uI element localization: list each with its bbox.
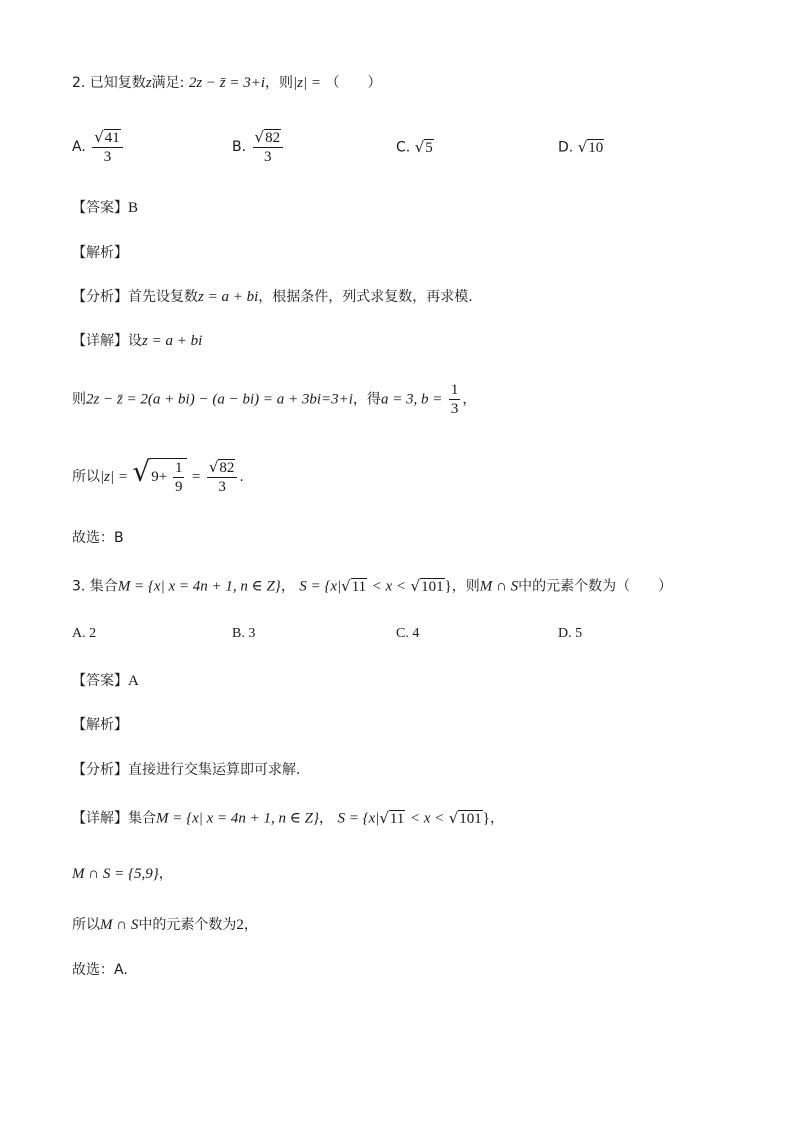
step-prefix: 则: [72, 391, 86, 408]
set-m-definition: M = {x| x = 4n + 1, n ∈ Z}: [117, 578, 281, 595]
intersection-result: M ∩ S = {5,9}: [72, 866, 159, 882]
q2-fenxi: [72, 287, 473, 307]
fenxi-label: 【分析】: [72, 289, 128, 305]
q2-stem-paren: （ ）: [325, 75, 382, 91]
q2-stem-then: ，则: [265, 75, 294, 91]
fenxi-text-end: ，根据条件，列式求复数，再求模.: [258, 289, 473, 305]
set-s-part: < x <: [409, 810, 445, 827]
radicand: 82: [219, 460, 235, 477]
q3-analysis-label: 【解析】: [72, 717, 128, 733]
count-prefix: 所以: [72, 917, 100, 933]
sqrt: √10: [577, 138, 604, 156]
q3-option-c: C. 4: [396, 626, 420, 641]
fenxi-text: 首先设复数: [128, 289, 198, 305]
q2-step2: [72, 454, 244, 496]
step2-abs: |z| =: [100, 469, 128, 486]
fraction: $\frac{√82}{3}$: [253, 128, 284, 166]
denominator: 3: [450, 401, 459, 417]
sqrt: √11: [341, 577, 367, 595]
q2-step1: [72, 381, 476, 418]
radicand-part: 9+: [151, 468, 168, 485]
line-end: ，: [158, 866, 173, 882]
sqrt: √101: [448, 809, 482, 827]
fraction: [449, 381, 461, 418]
sqrt: √9+ $\frac{1}{9}$: [132, 458, 187, 496]
q2-option-c: [396, 138, 434, 157]
q3-count: [72, 915, 258, 935]
set-s-close: }: [444, 578, 452, 595]
option-label: B.: [232, 139, 247, 156]
q3-intersect: [72, 864, 173, 884]
line-end: ，: [489, 810, 504, 827]
q3-option-d: D. 5: [558, 626, 583, 641]
step-prefix: 所以: [72, 469, 100, 486]
xiangjie-label: 【详解】: [72, 333, 128, 349]
radicand: 10: [588, 140, 604, 156]
q2-stem: [72, 73, 381, 93]
fraction: $\frac{√41}{3}$: [92, 128, 123, 166]
xiangjie-equation: z = a + bi: [142, 333, 203, 349]
q2-option-a: [72, 128, 125, 166]
q2-stem-mid: 满足:: [151, 75, 185, 91]
intersection: M ∩ S: [100, 917, 139, 933]
intersection: M ∩ S: [479, 578, 519, 595]
q2-stem-var: z: [145, 75, 152, 91]
answer-value: A: [128, 673, 139, 689]
q2-option-b: [232, 128, 285, 166]
denominator: 3: [103, 149, 112, 166]
radicand: 11: [351, 579, 367, 595]
set-m-definition: M = {x| x = 4n + 1, n ∈ Z}: [156, 810, 319, 827]
q2-stem-prefix: 2. 已知复数: [72, 75, 146, 91]
denominator: 3: [264, 149, 272, 166]
denominator: 9: [174, 479, 183, 496]
answer-label: 【答案】: [72, 200, 128, 216]
q2-answer: [72, 198, 138, 218]
q2-stem-abs: |z| =: [293, 75, 322, 91]
q2-stem-equation: 2z − z̄ = 3+i: [188, 75, 266, 91]
sqrt: √5: [414, 138, 433, 156]
step1-result: a = 3, b =: [380, 391, 443, 408]
xiangjie-text: 集合: [128, 810, 156, 827]
step1-mid: ，得: [352, 391, 381, 408]
option-label: D.: [558, 139, 574, 156]
xiangjie-text: 设: [128, 333, 142, 349]
step1-end: ，: [462, 391, 477, 408]
radicand: 82: [265, 130, 281, 147]
radicand: 5: [425, 140, 433, 156]
q3-stem-prefix: 3. 集合: [72, 578, 118, 595]
answer-value: B: [128, 200, 139, 216]
xiangjie-label: 【详解】: [72, 810, 128, 827]
separator: ，: [280, 578, 295, 595]
sqrt: √11: [379, 809, 405, 827]
set-s-part: S = {x|: [299, 578, 342, 595]
fraction: [173, 459, 185, 496]
q2-analysis-label: 【解析】: [72, 245, 128, 261]
option-label: C.: [396, 139, 411, 156]
q2-choose: 故选：B: [72, 530, 124, 546]
radicand: 41: [104, 130, 120, 147]
radicand: 101: [459, 811, 482, 827]
stem-tail: 中的元素个数为（ ）: [518, 578, 673, 595]
fenxi-text: 直接进行交集运算即可求解.: [128, 762, 301, 778]
q2-xiangjie: [72, 331, 202, 351]
q3-answer: [72, 671, 139, 691]
q3-fenxi: [72, 760, 300, 780]
line-end: ，: [243, 917, 258, 933]
radicand: 101: [421, 579, 444, 595]
denominator: 3: [218, 479, 226, 496]
q3-option-a: A. 2: [72, 626, 97, 641]
set-s-close: }: [482, 810, 490, 827]
q3-stem: [72, 576, 672, 597]
q2-option-d: [558, 138, 604, 157]
answer-label: 【答案】: [72, 673, 128, 689]
radicand: 11: [389, 811, 405, 827]
numerator: 1: [174, 460, 183, 477]
set-s-part: S = {x|: [337, 810, 380, 827]
step1-equation: 2z − z̄ = 2(a + bi) − (a − bi) = a + 3bi=3+i: [86, 391, 353, 408]
count-value: 2: [236, 917, 244, 933]
equals-sign: =: [191, 469, 201, 486]
count-tail: 中的元素个数为: [138, 917, 237, 933]
numerator: 1: [450, 382, 459, 398]
q3-choose: 故选：A.: [72, 962, 128, 978]
separator: ，: [319, 810, 333, 827]
step2-end: .: [239, 469, 244, 486]
stem-then: ，则: [451, 578, 480, 595]
q3-xiangjie: [72, 808, 504, 829]
sqrt: √101: [410, 577, 444, 595]
set-s-part: < x <: [371, 578, 407, 595]
fenxi-equation: z = a + bi: [198, 289, 259, 305]
q3-option-b: B. 3: [232, 626, 256, 641]
fraction: $\frac{√82}{3}$: [207, 458, 238, 496]
fenxi-label: 【分析】: [72, 762, 128, 778]
option-label: A.: [72, 139, 86, 156]
